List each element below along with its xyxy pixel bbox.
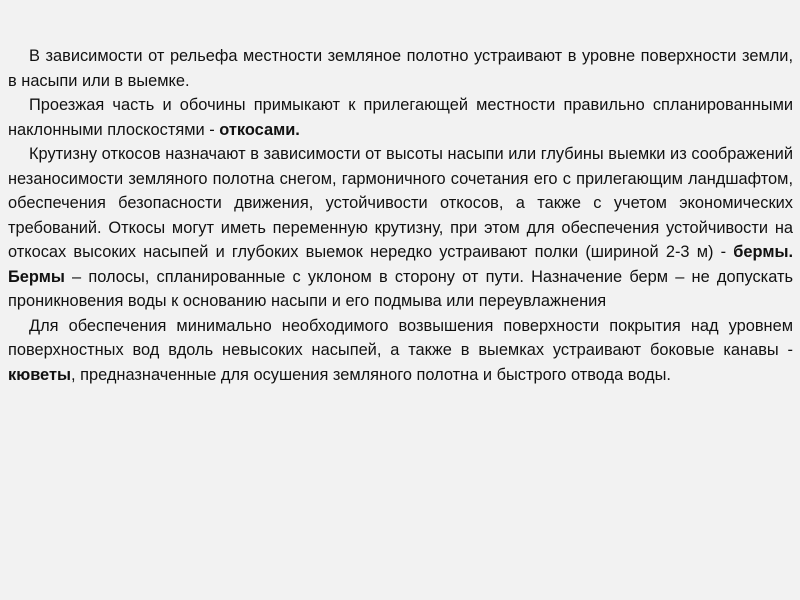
paragraph-relief-text: В зависимости от рельефа местности земляное полотно устраивают в уровне поверхности земли, в насыпи или в выемке.: [8, 47, 793, 90]
paragraph-ditches-text-before: Для обеспечения минимально необходимого возвышения поверхности покрытия над уровнем поверхностных вод вдоль невысоких насыпей, а также в выемках устраивают боковые канавы -: [8, 316, 793, 359]
term-ditches: кюветы: [8, 365, 71, 384]
paragraph-slopes: [8, 93, 793, 142]
paragraph-slopes-text: Проезжая часть и обочины примыкают к прилегающей местности правильно спланированными наклонными плоскостями -: [8, 96, 793, 139]
body-text: [8, 44, 793, 387]
term-berms: бермы. Бермы: [8, 243, 793, 286]
paragraph-berms-text-after: – полосы, спланированные с уклоном в сторону от пути. Назначение берм – не допускать проникновения воды к основанию насыпи и его подмыва или переувлажнения: [8, 267, 793, 310]
paragraph-ditches-text-after: , предназначенные для осушения земляного полотна и быстрого отвода воды.: [71, 365, 671, 384]
paragraph-berms: [8, 142, 793, 314]
paragraph-berms-text-before: Крутизну откосов назначают в зависимости от высоты насыпи или глубины выемки из соображений незаносимости земляного полотна снегом, гармоничного сочетания его с прилегающим ландшафтом, обеспечения безопасности движения, устойчивости откосов, а также с учетом экономических требований. Откосы могут иметь переменную крутизну, при этом для обеспечения устойчивости на откосах высоких насыпей и глубоких выемок нередко устраивают полки (шириной 2-3 м) -: [8, 145, 793, 261]
paragraph-relief: [8, 44, 793, 93]
paragraph-ditches: [8, 314, 793, 388]
term-slopes: откосами.: [219, 120, 300, 139]
